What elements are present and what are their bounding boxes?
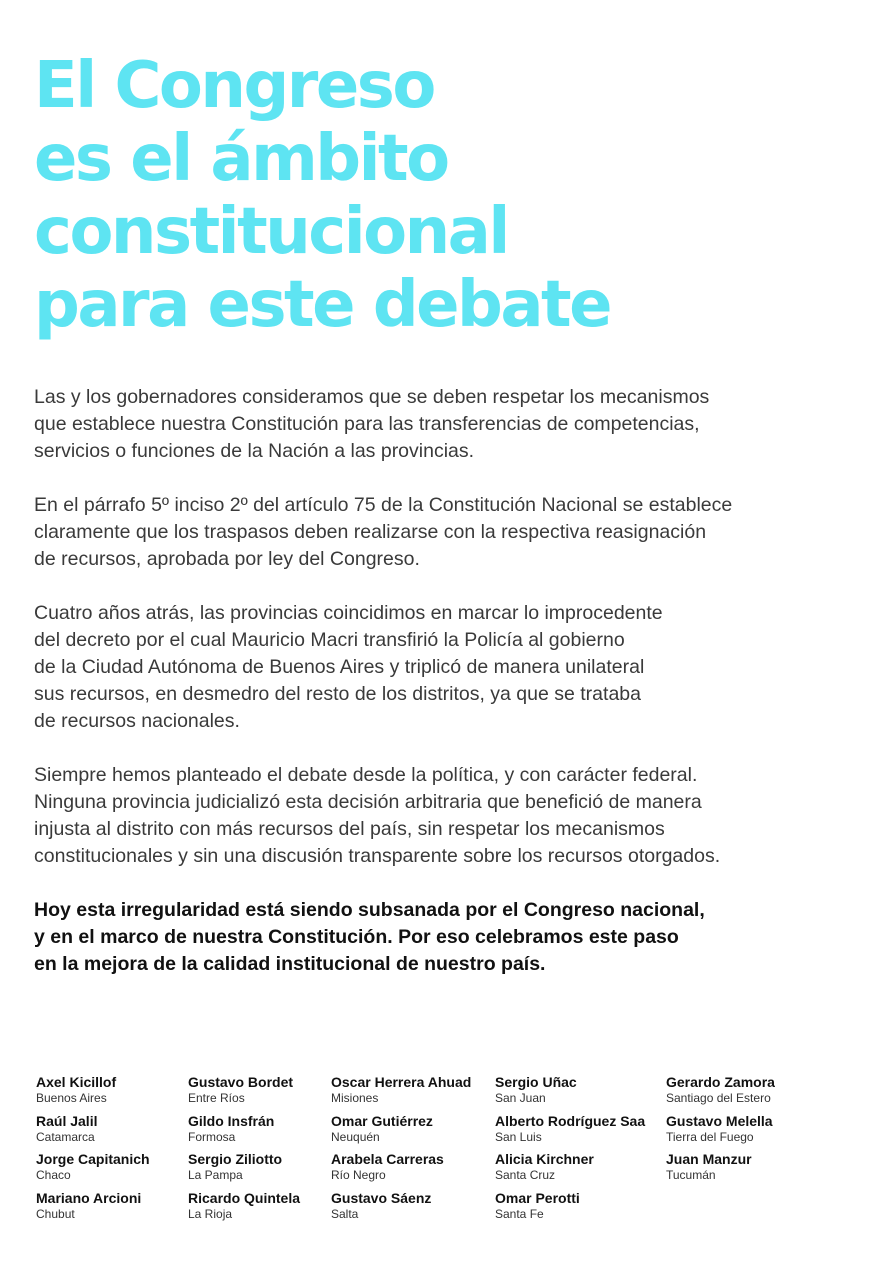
signature: [666, 1113, 775, 1152]
signature: [188, 1074, 300, 1113]
signature-name: Arabela Carreras: [331, 1151, 444, 1168]
paragraph-4: [34, 762, 824, 870]
signature-column: [36, 1074, 150, 1228]
signature-province: Formosa: [188, 1129, 236, 1144]
signature-name: Alberto Rodríguez Saa: [495, 1112, 646, 1129]
signature-province: Misiones: [331, 1091, 379, 1105]
closing-line: en la mejora de la calidad institucional de nuestro país.: [34, 953, 546, 975]
signature: [331, 1190, 471, 1229]
headline: [34, 50, 834, 342]
closing-line: Hoy esta irregularidad está siendo subsanada por el Congreso nacional,: [34, 899, 705, 921]
signature-province: Tierra del Fuego: [666, 1129, 754, 1144]
signature: [495, 1074, 645, 1113]
signature: [331, 1113, 471, 1152]
paragraph-line: servicios o funciones de la Nación a las provincias.: [34, 440, 475, 462]
closing-line: y en el marco de nuestra Constitución. Por eso celebramos este paso: [34, 926, 679, 948]
signature: [188, 1151, 300, 1190]
signatures: [36, 1074, 836, 1234]
signature-province: Neuquén: [331, 1129, 380, 1144]
paragraph-line: Ninguna provincia judicializó esta decisión arbitraria que benefició de manera: [34, 791, 702, 813]
signature-name: Mariano Arcioni: [36, 1189, 142, 1206]
paragraph-line: constitucionales y sin una discusión transparente sobre los recursos otorgados.: [34, 845, 721, 867]
paragraph-3: [34, 600, 824, 735]
signature-name: Axel Kicillof: [36, 1074, 117, 1090]
signature: [331, 1151, 471, 1190]
signature-name: Gustavo Sáenz: [331, 1189, 432, 1206]
signature: [495, 1151, 645, 1190]
signature: [666, 1074, 775, 1113]
paragraph-line: En el párrafo 5º inciso 2º del artículo 75 de la Constitución Nacional se establece: [34, 494, 733, 516]
signature-name: Omar Perotti: [495, 1189, 580, 1206]
headline-line: constitucional: [34, 195, 508, 269]
signature-name: Juan Manzur: [666, 1151, 752, 1168]
paragraph-line: claramente que los traspasos deben realizarse con la respectiva reasignación: [34, 521, 707, 543]
signature-column: [495, 1074, 645, 1228]
paragraph-2: [34, 492, 824, 573]
signature: [495, 1190, 645, 1229]
signature-province: Chubut: [36, 1206, 75, 1221]
paragraph-line: de recursos nacionales.: [34, 710, 240, 732]
signature-column: [666, 1074, 775, 1190]
signature-province: Santa Fe: [495, 1206, 544, 1221]
paragraph-line: de recursos, aprobada por ley del Congreso.: [34, 548, 420, 570]
signature-province: Río Negro: [331, 1168, 386, 1183]
signature-name: Gustavo Bordet: [188, 1074, 294, 1090]
signature-province: San Juan: [495, 1091, 546, 1105]
signature-column: [331, 1074, 471, 1228]
signature-name: Ricardo Quintela: [188, 1189, 301, 1206]
signature: [36, 1113, 150, 1152]
signature-name: Sergio Uñac: [495, 1074, 577, 1090]
paragraph-line: Las y los gobernadores consideramos que se deben respetar los mecanismos: [34, 386, 710, 408]
headline-line: para este debate: [34, 268, 611, 342]
signature: [495, 1113, 645, 1152]
signature: [188, 1190, 300, 1229]
signature-province: Buenos Aires: [36, 1091, 107, 1105]
paragraph-line: Siempre hemos planteado el debate desde la política, y con carácter federal.: [34, 764, 698, 786]
signature-name: Gildo Insfrán: [188, 1112, 275, 1129]
signature-name: Sergio Ziliotto: [188, 1151, 283, 1168]
paragraph-line: del decreto por el cual Mauricio Macri transfirió la Policía al gobierno: [34, 629, 625, 651]
signature: [666, 1151, 775, 1190]
signature-province: Santiago del Estero: [666, 1091, 771, 1105]
signature-province: Catamarca: [36, 1129, 95, 1144]
signature-name: Alicia Kirchner: [495, 1151, 594, 1168]
signature-province: La Rioja: [188, 1206, 233, 1221]
signature-name: Omar Gutiérrez: [331, 1112, 433, 1129]
headline-line: es el ámbito: [34, 122, 448, 196]
body-text: [34, 384, 824, 1005]
signature: [36, 1190, 150, 1229]
signature-name: Gerardo Zamora: [666, 1074, 775, 1090]
signature: [36, 1074, 150, 1113]
signature-column: [188, 1074, 300, 1228]
signature: [331, 1074, 471, 1113]
signature-province: Tucumán: [666, 1168, 716, 1183]
signature-province: San Luis: [495, 1129, 542, 1144]
signature: [36, 1151, 150, 1190]
paragraph-line: injusta al distrito con más recursos del país, sin respetar los mecanismos: [34, 818, 665, 840]
paragraph-line: Cuatro años atrás, las provincias coincidimos en marcar lo improcedente: [34, 602, 663, 624]
signature-name: Jorge Capitanich: [36, 1151, 150, 1168]
paragraph-line: de la Ciudad Autónoma de Buenos Aires y triplicó de manera unilateral: [34, 656, 645, 678]
signature-province: Salta: [331, 1206, 359, 1221]
headline-line: El Congreso: [34, 49, 434, 123]
paragraph-line: que establece nuestra Constitución para las transferencias de competencias,: [34, 413, 700, 435]
signature-province: La Pampa: [188, 1168, 243, 1183]
paragraph-line: sus recursos, en desmedro del resto de los distritos, ya que se trataba: [34, 683, 641, 705]
signature-name: Oscar Herrera Ahuad: [331, 1074, 472, 1090]
signature-province: Entre Ríos: [188, 1091, 245, 1105]
closing-statement: [34, 897, 824, 978]
signature-province: Chaco: [36, 1168, 71, 1183]
signature: [188, 1113, 300, 1152]
signature-name: Gustavo Melella: [666, 1112, 773, 1129]
paragraph-1: [34, 384, 824, 465]
signature-province: Santa Cruz: [495, 1168, 556, 1183]
signature-name: Raúl Jalil: [36, 1112, 98, 1129]
